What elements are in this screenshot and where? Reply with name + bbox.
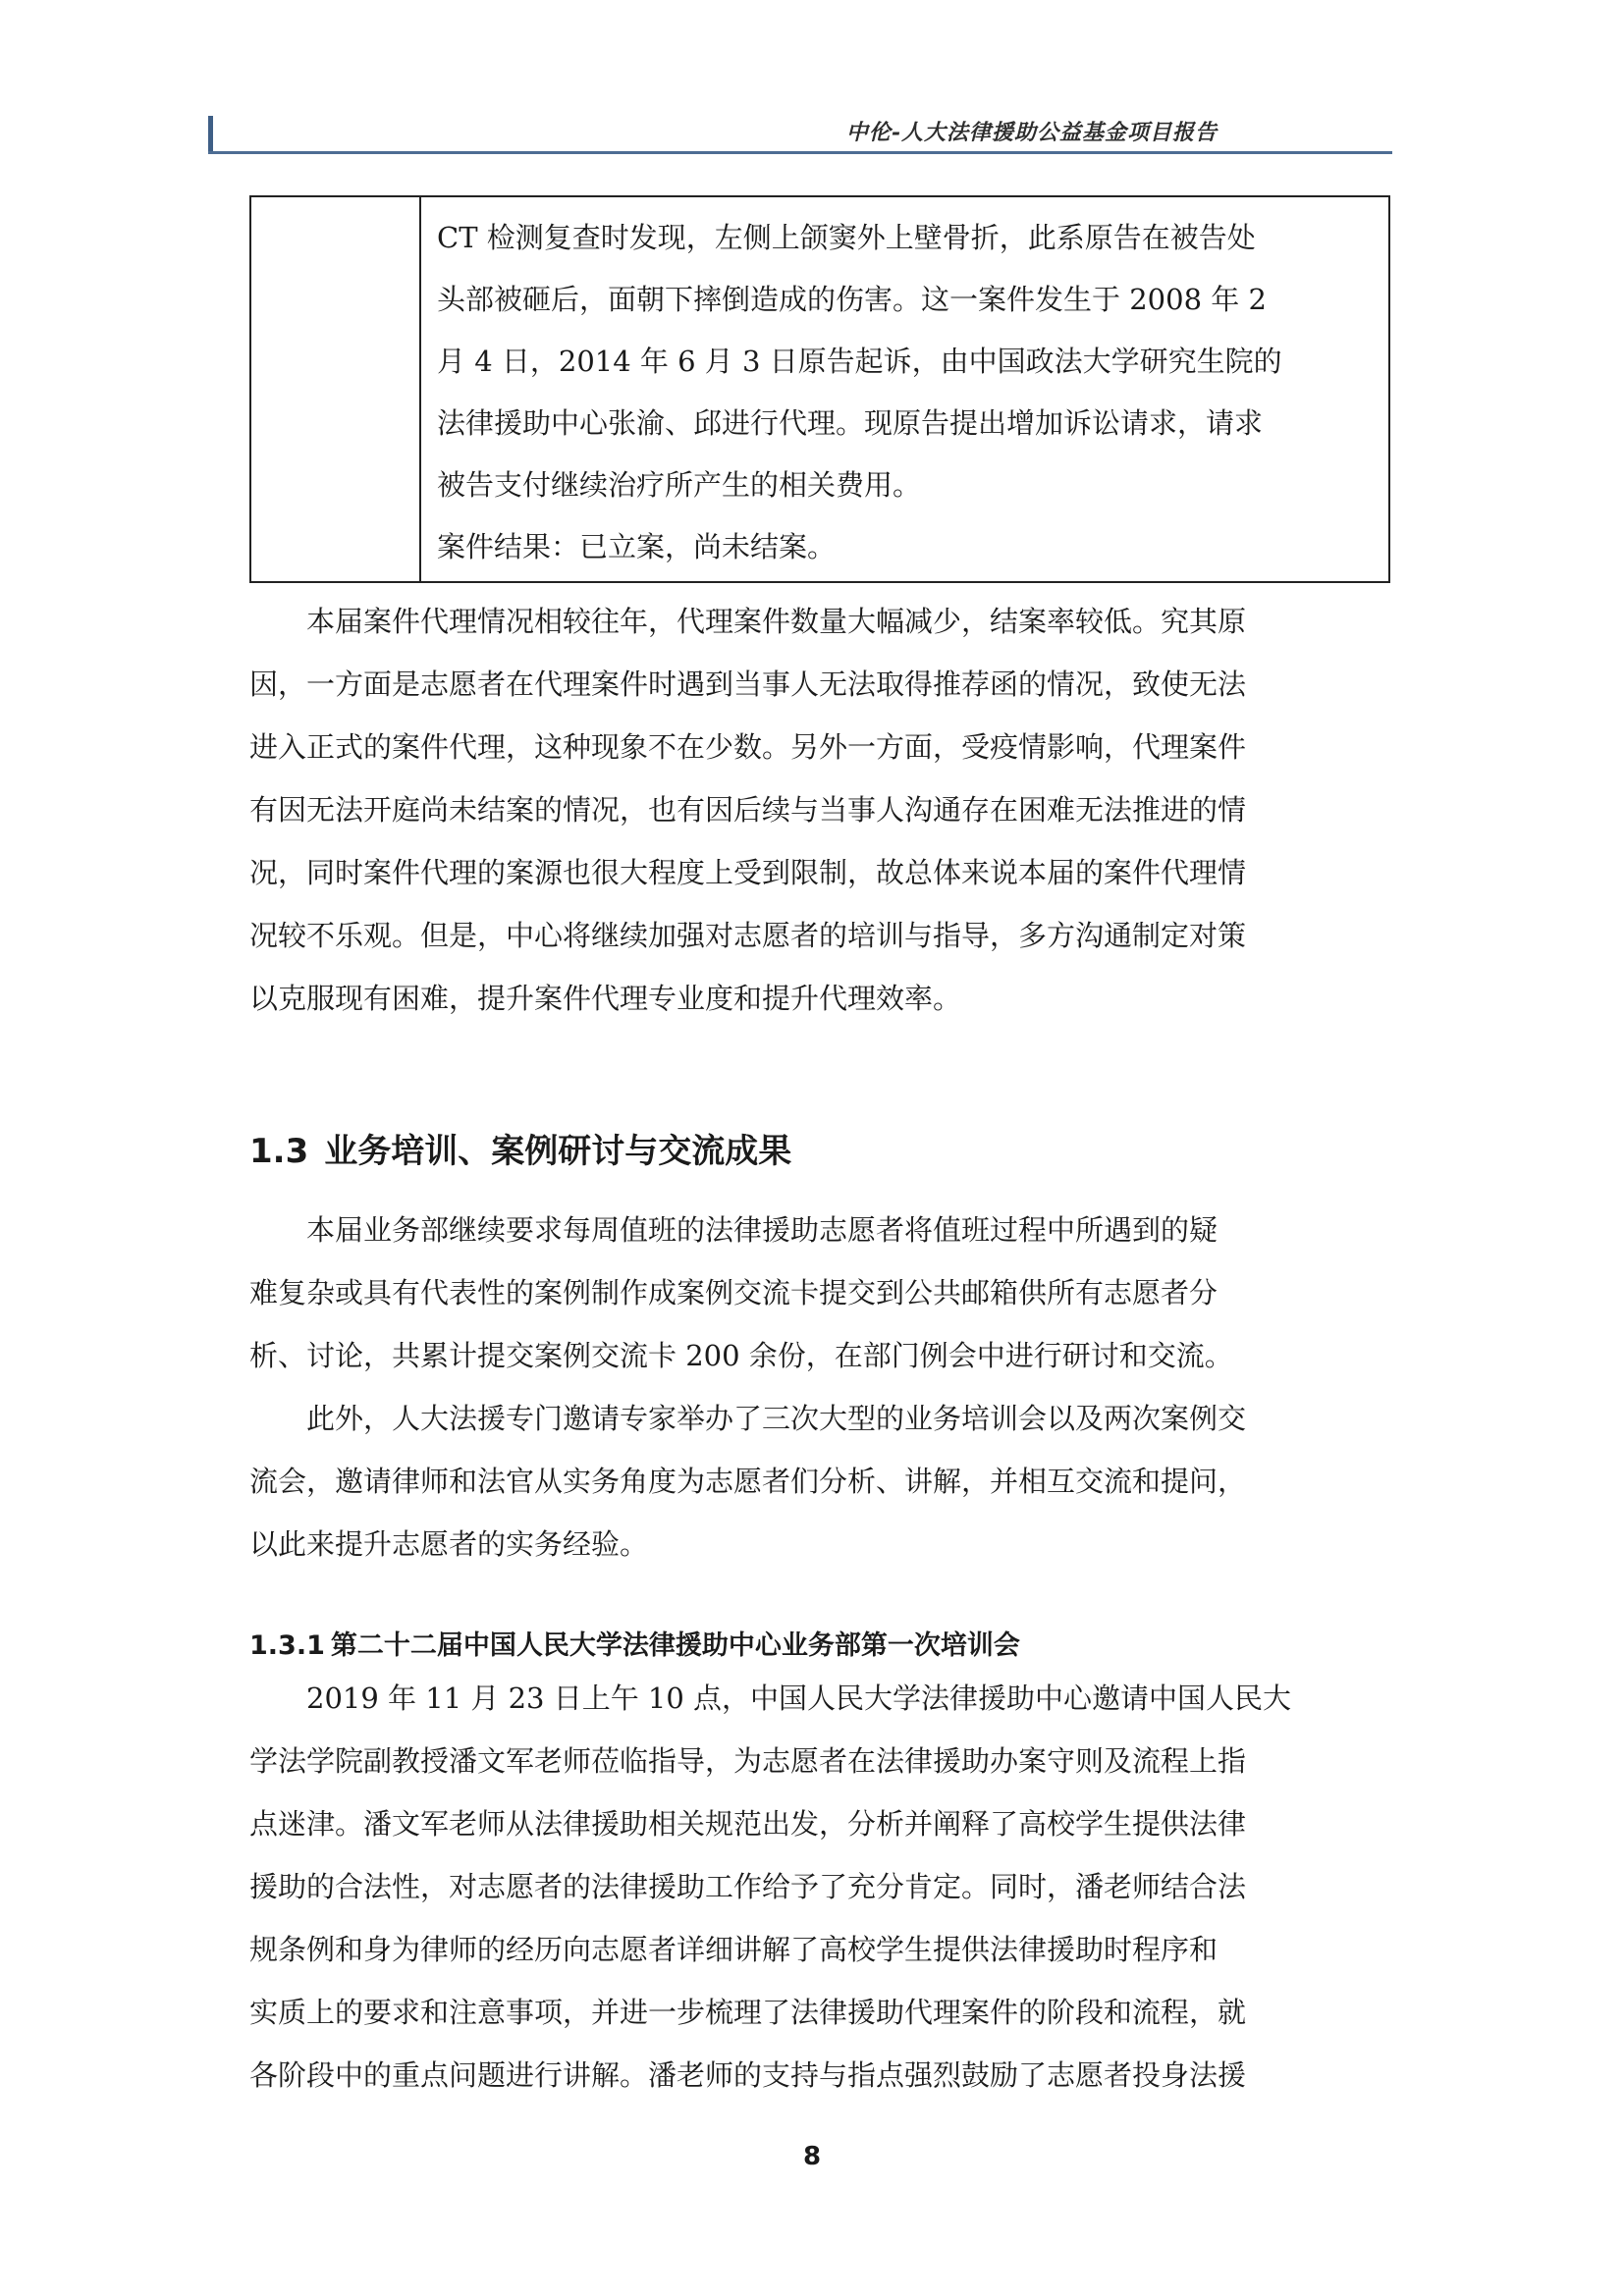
case-line: CT 检测复查时发现，左侧上颌窦外上壁骨折，此系原告在被告处 bbox=[437, 221, 1256, 254]
paragraph-line: 析、讨论，共累计提交案例交流卡 200 余份，在部门例会中进行研讨和交流。 bbox=[249, 1339, 1233, 1372]
header-accent-bar bbox=[208, 116, 213, 151]
case-table bbox=[249, 195, 1390, 583]
paragraph-line: 进入正式的案件代理，这种现象不在少数。另外一方面，受疫情影响，代理案件 bbox=[249, 730, 1247, 764]
section-title: 业务培训、案例研讨与交流成果 bbox=[324, 1132, 792, 1171]
running-header bbox=[208, 116, 1392, 151]
section-paragraph-2 bbox=[249, 1387, 1390, 1575]
subsection-heading bbox=[249, 1622, 1020, 1671]
section-number: 1.3 bbox=[249, 1132, 309, 1171]
case-line: 月 4 日，2014 年 6 月 3 日原告起诉，由中国政法大学研究生院的 bbox=[437, 345, 1282, 378]
subsection-paragraph bbox=[249, 1667, 1390, 2107]
paragraph-line: 况，同时案件代理的案源也很大程度上受到限制，故总体来说本届的案件代理情 bbox=[249, 856, 1247, 889]
paragraph-line: 各阶段中的重点问题进行讲解。潘老师的支持与指点强烈鼓励了志愿者投身法援 bbox=[249, 2058, 1247, 2092]
page-number: 8 bbox=[802, 2142, 822, 2171]
paragraph-line: 点迷津。潘文军老师从法律援助相关规范出发，分析并阐释了高校学生提供法律 bbox=[249, 1807, 1247, 1841]
case-table-label-cell bbox=[251, 197, 421, 581]
case-line: 头部被砸后，面朝下摔倒造成的伤害。这一案件发生于 2008 年 2 bbox=[437, 283, 1267, 316]
section-heading bbox=[249, 1122, 791, 1181]
paragraph-line: 本届业务部继续要求每周值班的法律援助志愿者将值班过程中所遇到的疑 bbox=[306, 1213, 1218, 1247]
paragraph-line: 本届案件代理情况相较往年，代理案件数量大幅减少，结案率较低。究其原 bbox=[306, 605, 1247, 638]
case-table-content-cell bbox=[437, 207, 1377, 578]
subsection-title: 第二十二届中国人民大学法律援助中心业务部第一次培训会 bbox=[330, 1630, 1020, 1661]
paragraph-line: 2019 年 11 月 23 日上午 10 点，中国人民大学法律援助中心邀请中国人民大 bbox=[306, 1682, 1292, 1715]
paragraph-line: 因，一方面是志愿者在代理案件时遇到当事人无法取得推荐函的情况，致使无法 bbox=[249, 667, 1247, 701]
paragraph-line: 规条例和身为律师的经历向志愿者详细讲解了高校学生提供法律援助时程序和 bbox=[249, 1933, 1218, 1966]
case-result-line: 案件结果：已立案，尚未结案。 bbox=[437, 530, 837, 563]
paragraph-line: 实质上的要求和注意事项，并进一步梳理了法律援助代理案件的阶段和流程，就 bbox=[249, 1996, 1247, 2029]
paragraph-line: 以克服现有困难，提升案件代理专业度和提升代理效率。 bbox=[249, 982, 962, 1015]
paragraph-line: 流会，邀请律师和法官从实务角度为志愿者们分析、讲解，并相互交流和提问， bbox=[249, 1465, 1247, 1498]
paragraph-line: 援助的合法性，对志愿者的法律援助工作给予了充分肯定。同时，潘老师结合法 bbox=[249, 1870, 1247, 1903]
section-paragraph-1 bbox=[249, 1199, 1390, 1387]
subsection-number: 1.3.1 bbox=[249, 1630, 325, 1661]
header-rule bbox=[208, 151, 1392, 154]
case-line: 法律援助中心张渝、邱进行代理。现原告提出增加诉讼请求，请求 bbox=[437, 406, 1264, 440]
paragraph-line: 此外，人大法援专门邀请专家举办了三次大型的业务培训会以及两次案例交 bbox=[306, 1402, 1247, 1435]
summary-paragraph bbox=[249, 590, 1390, 1030]
paragraph-line: 有因无法开庭尚未结案的情况，也有因后续与当事人沟通存在困难无法推进的情 bbox=[249, 793, 1247, 827]
paragraph-line: 况较不乐观。但是，中心将继续加强对志愿者的培训与指导，多方沟通制定对策 bbox=[249, 919, 1247, 952]
case-line: 被告支付继续治疗所产生的相关费用。 bbox=[437, 468, 922, 502]
header-title: 中伦-人大法律援助公益基金项目报告 bbox=[845, 120, 1218, 145]
paragraph-line: 难复杂或具有代表性的案例制作成案例交流卡提交到公共邮箱供所有志愿者分 bbox=[249, 1276, 1218, 1309]
paragraph-line: 学法学院副教授潘文军老师莅临指导，为志愿者在法律援助办案守则及流程上指 bbox=[249, 1744, 1247, 1778]
paragraph-line: 以此来提升志愿者的实务经验。 bbox=[249, 1527, 649, 1561]
